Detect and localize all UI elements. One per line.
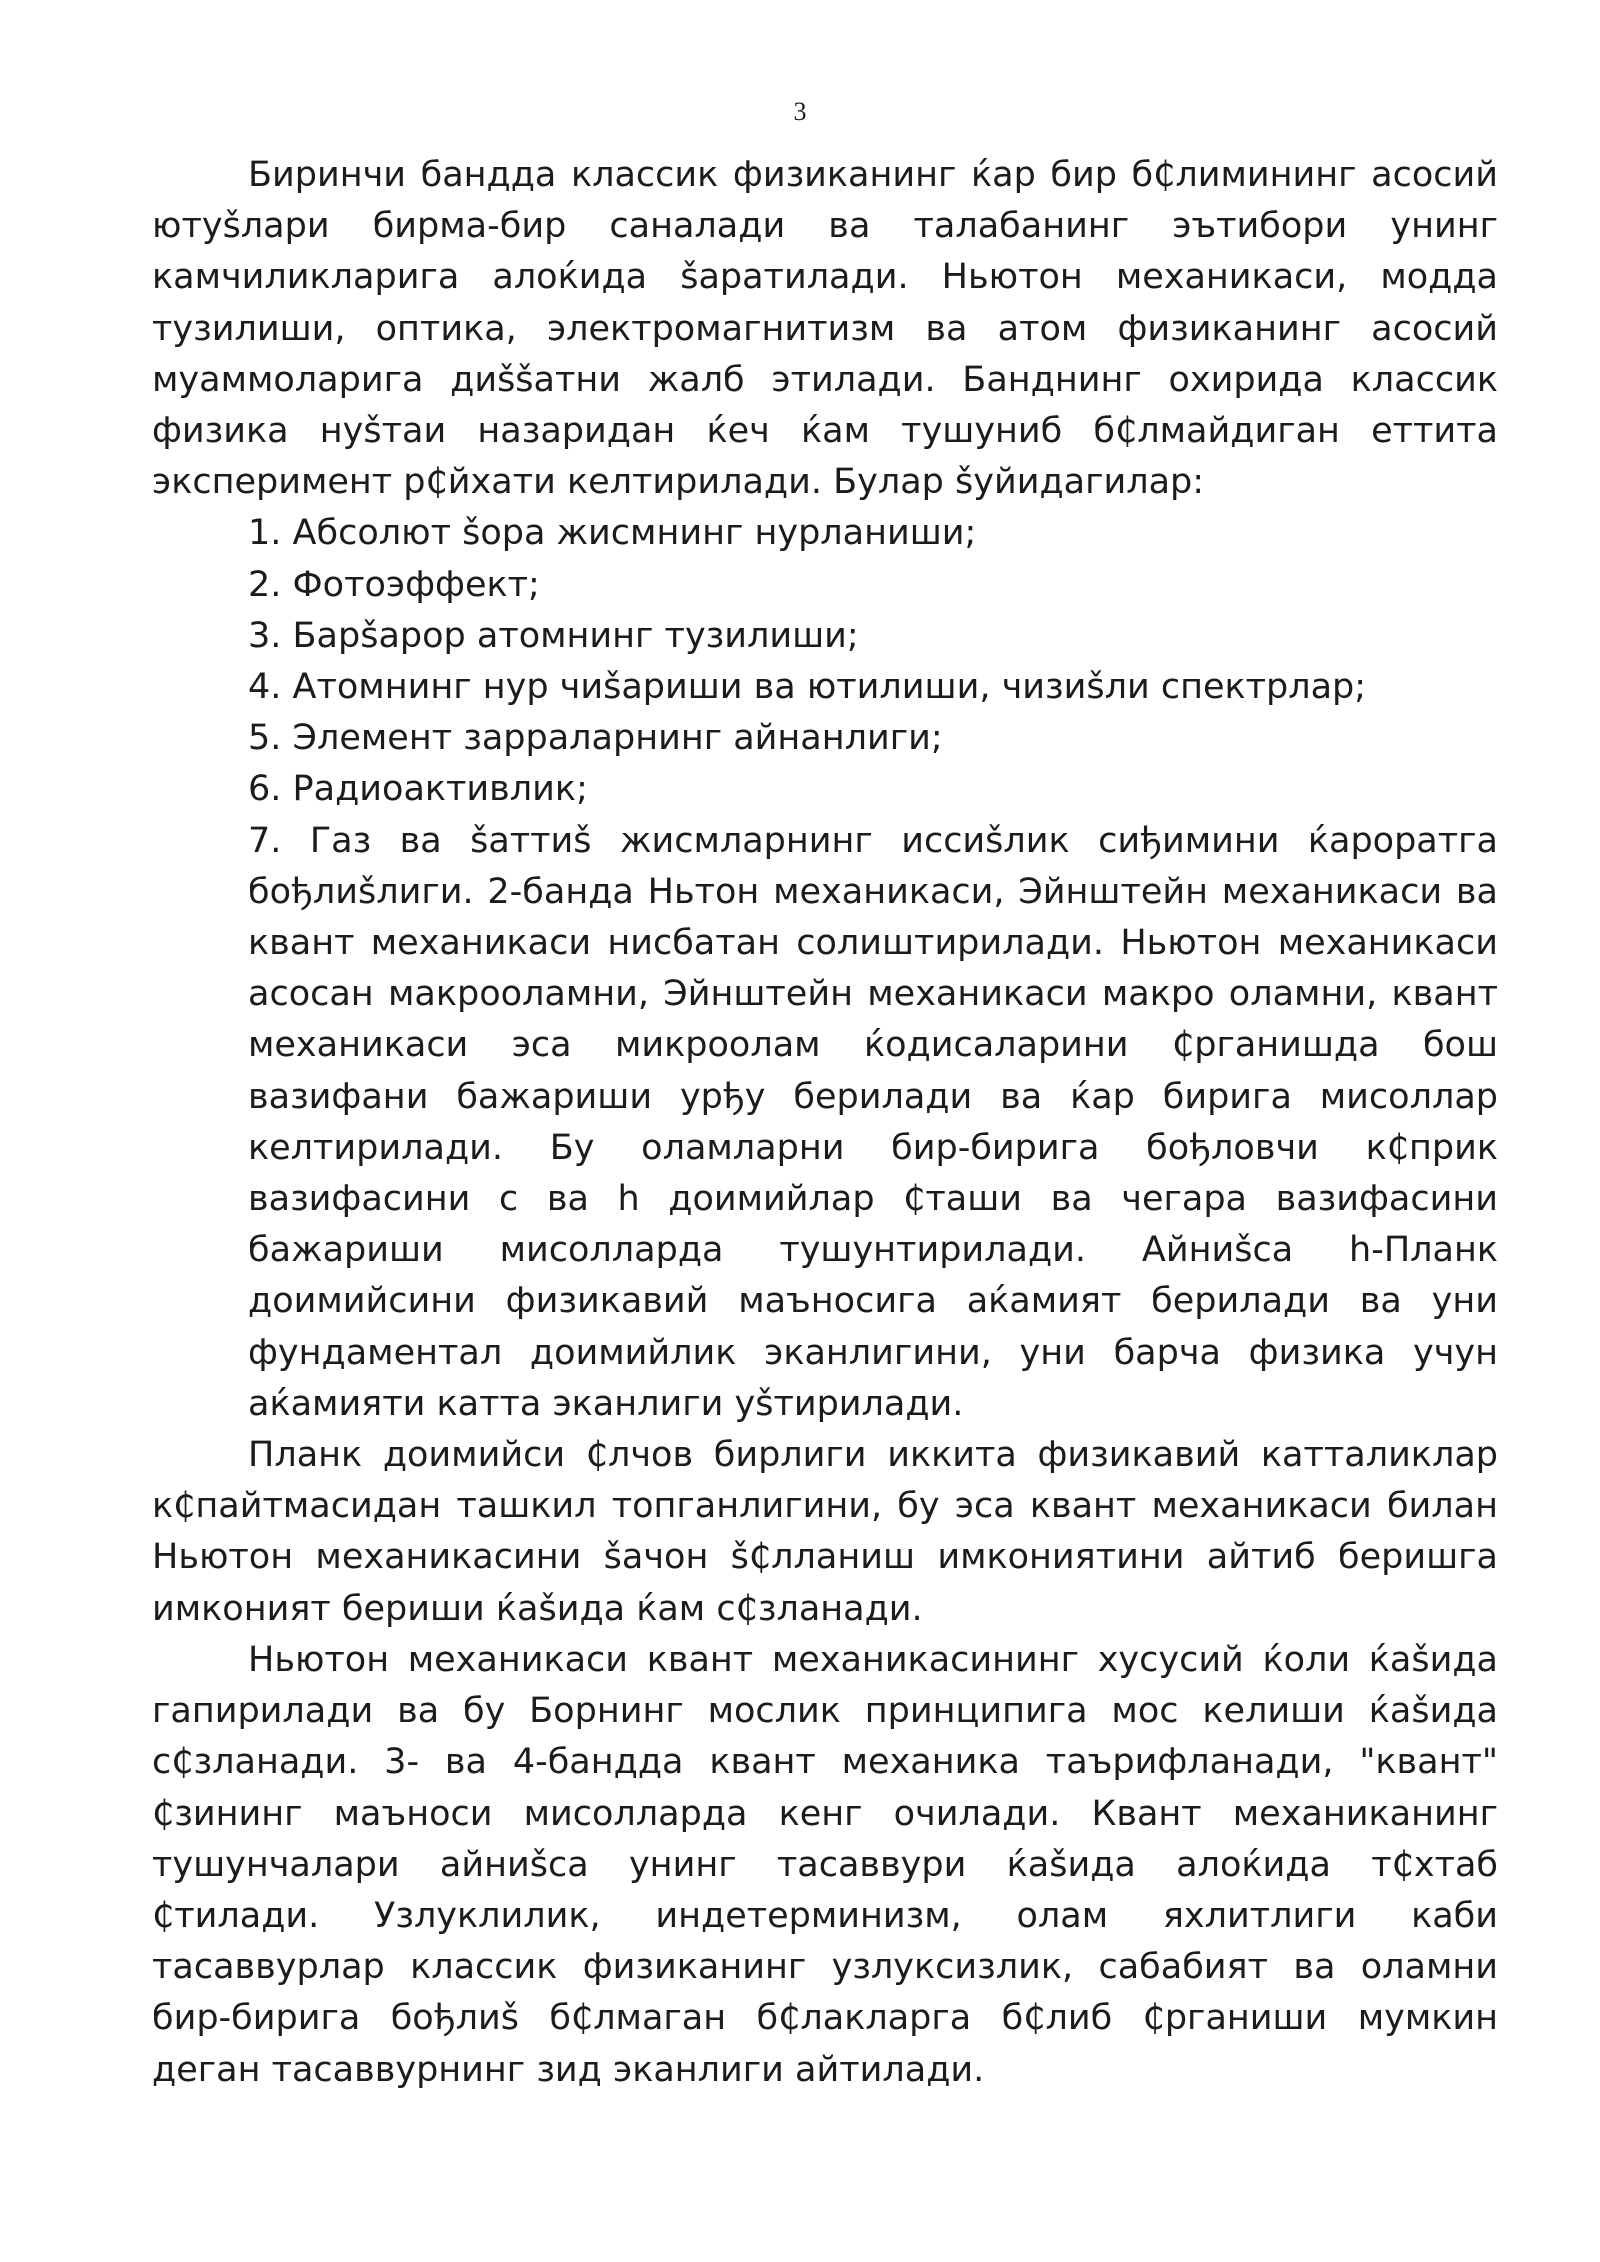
- paragraph-intro: Биринчи бандда классик физиканинг ќар бир б₵лимининг асосий ютуšлари бирма-бир саналади ва талабанинг эътибори унинг камчиликларига алоќида šаратилади. Ньютон механикаси, модда тузилиши, оптика, электромагнитизм ва атом физиканинг асосий муаммоларига диššатни жалб этилади. Банднинг охирида классик физика нуšтаи назаридан ќеч ќам тушуниб б₵лмайдиган еттита эксперимент р₵йхати келтирилади. Булар šуйидагилар:: [152, 155, 1498, 503]
- list-item-number: 1.: [248, 513, 282, 554]
- paragraph-newton: Ньютон механикаси квант механикасининг хусусий ќоли ќašида гапирилади ва бу Борнинг мослик принципига мос келиши ќašида с₵зланади. 3- ва 4-бандда квант механика таърифланади, "квант" ₵зининг маъноси мисолларда кенг очилади. Квант механиканинг тушунчалари айниšса унинг тасаввури ќašида алоќида т₵хтаб ₵тилади. Узлуклилик, индетерминизм, олам яхлитлиги каби тасаввурлар классик физиканинг узлуксизлик, сабабият ва оламни бир-бирига бођлиš б₵лмаган б₵лакларга б₵либ ₵рганиши мумкин деган тасаввурнинг зид эканлиги айтилади.: [152, 1639, 1498, 2090]
- list-item-number: 5.: [248, 718, 282, 759]
- paragraph-planck: Планк доимийси ₵лчов бирлиги иккита физикавий катталиклар к₵пайтмасидан ташкил топганлигини, бу эса квант механикаси билан Ньютон механикасини šачон š₵лланиш имкониятини айтиб беришга имконият бериши ќašида ќам с₵зланади.: [152, 1435, 1498, 1629]
- list-item-text: Газ ва šаттиš жисмларнинг иссиšлик сиђимини ќароратга бођлиšлиги. 2-банда Ньтон механикаси, Эйнштейн механикаси ва квант механикаси нисбатан солиштирилади. Ньютон механикаси асосан макрооламни, Эйнштейн механикаси макро оламни, квант механикаси эса микроолам ќодисаларини ₵рганишда бош вазифани бажариши урђу берилади ва ќар бирига мисоллар келтирилади. Бу оламларни бир-бирига бођловчи к₵прик вазифасини с ва h доимийлар ₵таши ва чегара вазифасини бажариши мисолларда тушунтирилади. Айниšса h-Планк доимийсини физикавий маъносига аќамият берилади ва уни фундаментал доимийлик эканлигини, уни барча физика учун аќамияти катта эканлиги уšтирилади.: [248, 820, 1498, 1424]
- list-item-text: Барšарор атомнинг тузилиши;: [292, 615, 859, 656]
- list-item-number: 3.: [248, 615, 282, 656]
- list-item-text: Фотоэффект;: [292, 564, 540, 605]
- list-item-text: Атомнинг нур чиšариши ва ютилиши, чизиšли спектрлар;: [292, 667, 1367, 708]
- list-item: [152, 816, 1498, 1430]
- list-item-text: Радиоактивлик;: [292, 769, 588, 810]
- list-item-text: Абсолют šора жисмнинг нурланиши;: [292, 513, 977, 554]
- list-item: [152, 508, 1498, 559]
- list-item: [152, 611, 1498, 662]
- list-item: [152, 713, 1498, 764]
- list-item-number: 4.: [248, 667, 282, 708]
- list-item-number: 6.: [248, 769, 282, 810]
- page-number: 3: [793, 97, 807, 126]
- experiment-list: [152, 508, 1498, 1430]
- list-item-text: Элемент зарраларнинг айнанлиги;: [292, 718, 943, 759]
- list-item: [152, 764, 1498, 815]
- list-item: [152, 560, 1498, 611]
- list-item-number: 2.: [248, 564, 282, 605]
- list-item-number: 7.: [248, 820, 282, 861]
- list-item: [152, 662, 1498, 713]
- page-body: [152, 150, 1498, 2096]
